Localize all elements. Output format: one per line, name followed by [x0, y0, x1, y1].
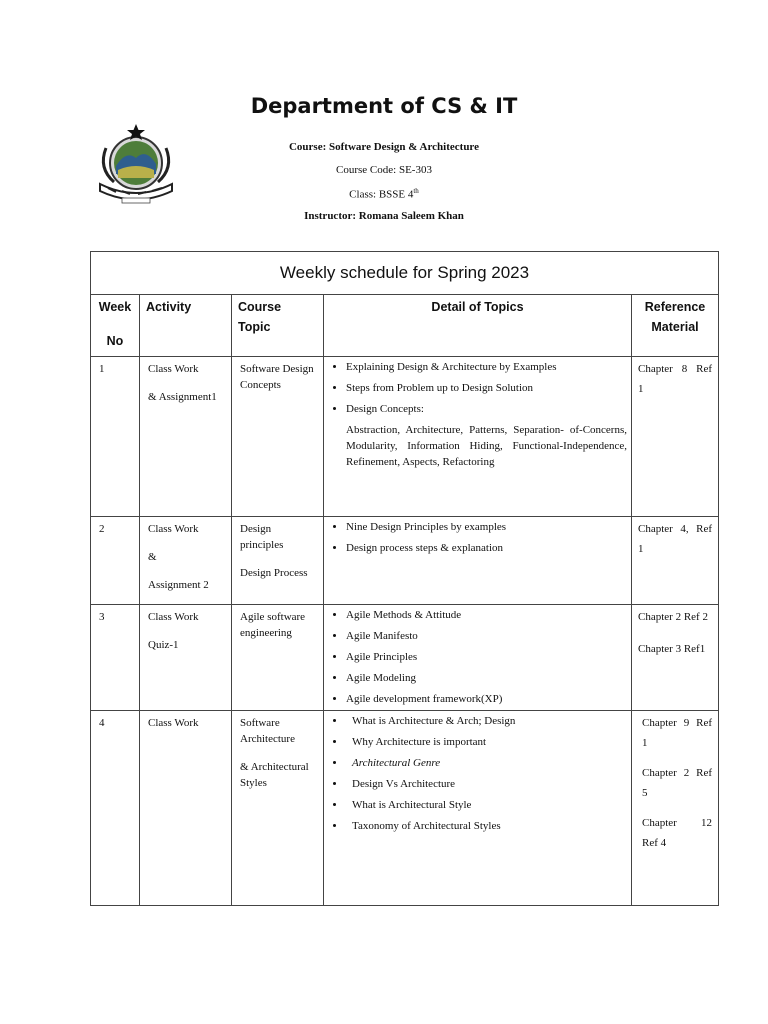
list-item: • Design process steps & explanation	[346, 538, 631, 559]
course-code: Course Code: SE-303	[336, 164, 432, 176]
list-item: • Agile Manifesto	[346, 626, 631, 647]
header-week: Week No	[91, 295, 140, 357]
class-superscript: th	[413, 187, 419, 195]
list-item: • Why Architecture is important	[346, 732, 631, 753]
list-item: • Design Vs Architecture	[346, 774, 631, 795]
list-item: • Steps from Problem up to Design Solution	[346, 378, 631, 399]
week-cell: 2	[91, 517, 140, 605]
header-course-topic: Course Topic	[232, 295, 324, 357]
list-item: • Explaining Design & Architecture by Examples	[346, 357, 631, 378]
list-item: • Agile development framework(XP)	[346, 689, 631, 710]
instructor-name: Instructor: Romana Saleem Khan	[304, 210, 464, 222]
reference-cell: Chapter 4, Ref 1	[632, 517, 719, 605]
week-cell: 3	[91, 605, 140, 711]
class-text: Class: BSSE 4	[349, 188, 414, 201]
activity-cell: Class Work	[140, 711, 232, 906]
list-item: • What is Architecture & Arch; Design	[346, 711, 631, 732]
list-item: • Architectural Genre	[346, 753, 631, 774]
activity-cell: Class Work & Assignment 2	[140, 517, 232, 605]
list-item: • Agile Methods & Attitude	[346, 605, 631, 626]
header-reference: Reference Material	[632, 295, 719, 357]
list-item: • Taxonomy of Architectural Styles	[346, 816, 631, 837]
details-cell	[324, 605, 632, 711]
table-row	[91, 605, 719, 711]
design-concepts-list: Abstraction, Architecture, Patterns, Separation- of-Concerns, Modularity, Information Hiding, Functional-Independence, Refinement, Aspects, Refactoring	[346, 424, 627, 468]
week-cell: 1	[91, 357, 140, 517]
topic-cell: Software Architecture & Architectural Styles	[232, 711, 324, 906]
activity-cell: Class Work & Assignment1	[140, 357, 232, 517]
table-row	[91, 517, 719, 605]
activity-cell: Class Work Quiz-1	[140, 605, 232, 711]
table-row	[91, 711, 719, 906]
details-cell	[324, 357, 632, 517]
weekly-schedule-table	[90, 251, 719, 906]
list-item: • Agile Principles	[346, 647, 631, 668]
reference-cell: Chapter 2 Ref 2 Chapter 3 Ref1	[632, 605, 719, 711]
reference-cell: Chapter 8 Ref 1	[632, 357, 719, 517]
department-title: Department of CS & IT	[250, 94, 518, 118]
header-details: Detail of Topics	[324, 295, 632, 357]
list-item: • Nine Design Principles by examples	[346, 517, 631, 538]
week-cell: 4	[91, 711, 140, 906]
topic-cell: Agile software engineering	[232, 605, 324, 711]
reference-cell: Chapter 9 Ref 1 Chapter 2 Ref 5 Chapter 12 Ref 4	[632, 711, 719, 906]
table-row	[91, 357, 719, 517]
details-cell	[324, 517, 632, 605]
list-item: • Design Concepts:	[346, 399, 631, 420]
list-item: • What is Architectural Style	[346, 795, 631, 816]
topic-cell: Software Design Concepts	[232, 357, 324, 517]
class-label	[0, 187, 768, 201]
header-activity: Activity	[140, 295, 232, 357]
details-cell	[324, 711, 632, 906]
course-name: Course: Software Design & Architecture	[288, 141, 480, 153]
topic-cell: Design principles Design Process	[232, 517, 324, 605]
list-item: • Agile Modeling	[346, 668, 631, 689]
schedule-title: Weekly schedule for Spring 2023	[91, 252, 719, 295]
